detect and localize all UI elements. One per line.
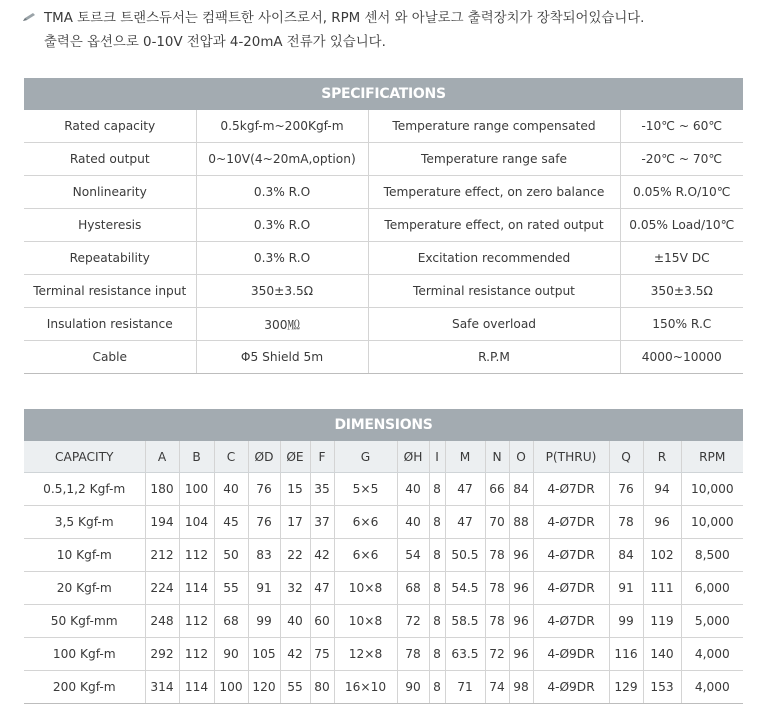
dimension-cell: 112 bbox=[179, 605, 214, 638]
dimension-cell: 8,500 bbox=[681, 539, 743, 572]
dimension-cell: 78 bbox=[609, 506, 643, 539]
intro-line-2 bbox=[22, 28, 762, 52]
spec-value: 350±3.5Ω bbox=[196, 275, 368, 308]
dimension-cell: 40 bbox=[397, 506, 429, 539]
spec-label: Excitation recommended bbox=[368, 242, 620, 275]
capacity-cell: 100 Kgf-m bbox=[24, 638, 145, 671]
dimension-cell: 120 bbox=[248, 671, 280, 704]
spec-value: 0~10V(4~20mA,option) bbox=[196, 143, 368, 176]
dimension-cell: 16×10 bbox=[334, 671, 397, 704]
dimension-cell: 55 bbox=[280, 671, 310, 704]
dimension-cell: 90 bbox=[397, 671, 429, 704]
spec-label: R.P.M bbox=[368, 341, 620, 374]
dimension-cell: 194 bbox=[145, 506, 179, 539]
dimension-cell: 8 bbox=[429, 638, 445, 671]
column-header: O bbox=[509, 441, 533, 473]
spec-value: 0.05% R.O/10℃ bbox=[620, 176, 743, 209]
dimension-cell: 72 bbox=[485, 638, 509, 671]
dimension-cell: 15 bbox=[280, 473, 310, 506]
dimension-cell: 32 bbox=[280, 572, 310, 605]
dimension-cell: 100 bbox=[179, 473, 214, 506]
dimension-cell: 40 bbox=[280, 605, 310, 638]
dimension-cell: 78 bbox=[485, 605, 509, 638]
dimension-cell: 72 bbox=[397, 605, 429, 638]
dimension-cell: 45 bbox=[214, 506, 248, 539]
dimension-cell: 84 bbox=[609, 539, 643, 572]
dimension-cell: 71 bbox=[445, 671, 485, 704]
dimension-cell: 314 bbox=[145, 671, 179, 704]
dimension-cell: 68 bbox=[214, 605, 248, 638]
dimension-cell: 111 bbox=[643, 572, 681, 605]
dimension-cell: 22 bbox=[280, 539, 310, 572]
capacity-cell: 200 Kgf-m bbox=[24, 671, 145, 704]
dimension-cell: 50.5 bbox=[445, 539, 485, 572]
dimension-cell: 292 bbox=[145, 638, 179, 671]
spec-label: Temperature range safe bbox=[368, 143, 620, 176]
table-row bbox=[24, 506, 743, 539]
column-header: G bbox=[334, 441, 397, 473]
dimension-cell: 8 bbox=[429, 473, 445, 506]
dimension-cell: 8 bbox=[429, 572, 445, 605]
dimension-cell: 100 bbox=[214, 671, 248, 704]
spec-label: Insulation resistance bbox=[24, 308, 196, 341]
spec-label: Safe overload bbox=[368, 308, 620, 341]
dimension-cell: 40 bbox=[214, 473, 248, 506]
dimension-cell: 17 bbox=[280, 506, 310, 539]
dimension-cell: 78 bbox=[485, 539, 509, 572]
dimension-cell: 75 bbox=[310, 638, 334, 671]
column-header: R bbox=[643, 441, 681, 473]
spec-row bbox=[24, 143, 743, 176]
dimension-cell: 6×6 bbox=[334, 506, 397, 539]
column-header: Q bbox=[609, 441, 643, 473]
column-header: CAPACITY bbox=[24, 441, 145, 473]
spec-row bbox=[24, 308, 743, 341]
spec-value: 300㏁ bbox=[196, 308, 368, 341]
dimension-cell: 4-Ø7DR bbox=[533, 473, 609, 506]
spec-value: 0.3% R.O bbox=[196, 209, 368, 242]
spec-label: Rated capacity bbox=[24, 110, 196, 143]
dimension-cell: 80 bbox=[310, 671, 334, 704]
dimension-cell: 55 bbox=[214, 572, 248, 605]
dimension-cell: 10×8 bbox=[334, 572, 397, 605]
dimensions-table bbox=[24, 409, 743, 704]
spec-value: -20℃ ~ 70℃ bbox=[620, 143, 743, 176]
intro-line-1-text: TMA 토르크 트랜스듀서는 컴팩트한 사이즈로서, RPM 센서 와 아날로그 출력장치가 장착되어있습니다. bbox=[44, 10, 645, 26]
dimension-cell: 54.5 bbox=[445, 572, 485, 605]
dimension-cell: 112 bbox=[179, 539, 214, 572]
dimension-cell: 6,000 bbox=[681, 572, 743, 605]
dimension-cell: 50 bbox=[214, 539, 248, 572]
dimension-cell: 99 bbox=[248, 605, 280, 638]
intro-line-2-text: 출력은 옵션으로 0-10V 전압과 4-20mA 전류가 있습니다. bbox=[44, 34, 386, 50]
table-row bbox=[24, 473, 743, 506]
capacity-cell: 10 Kgf-m bbox=[24, 539, 145, 572]
capacity-cell: 20 Kgf-m bbox=[24, 572, 145, 605]
dimension-cell: 35 bbox=[310, 473, 334, 506]
dimension-cell: 68 bbox=[397, 572, 429, 605]
dimensions-header-row bbox=[24, 441, 743, 473]
spec-label: Terminal resistance output bbox=[368, 275, 620, 308]
column-header: ØE bbox=[280, 441, 310, 473]
column-header: ØH bbox=[397, 441, 429, 473]
column-header: N bbox=[485, 441, 509, 473]
dimension-cell: 5×5 bbox=[334, 473, 397, 506]
specifications-title: SPECIFICATIONS bbox=[24, 78, 743, 110]
dimension-cell: 4-Ø7DR bbox=[533, 539, 609, 572]
spec-value: -10℃ ~ 60℃ bbox=[620, 110, 743, 143]
dimension-cell: 88 bbox=[509, 506, 533, 539]
spec-value: 0.3% R.O bbox=[196, 242, 368, 275]
spec-value: Φ5 Shield 5m bbox=[196, 341, 368, 374]
dimension-cell: 153 bbox=[643, 671, 681, 704]
spec-label: Nonlinearity bbox=[24, 176, 196, 209]
dimension-cell: 42 bbox=[280, 638, 310, 671]
dimension-cell: 96 bbox=[509, 605, 533, 638]
specifications-table bbox=[24, 78, 743, 374]
column-header: A bbox=[145, 441, 179, 473]
spec-row bbox=[24, 341, 743, 374]
dimension-cell: 74 bbox=[485, 671, 509, 704]
dimension-cell: 47 bbox=[310, 572, 334, 605]
dimension-cell: 78 bbox=[397, 638, 429, 671]
dimension-cell: 224 bbox=[145, 572, 179, 605]
spec-label: Cable bbox=[24, 341, 196, 374]
table-row bbox=[24, 539, 743, 572]
dimension-cell: 12×8 bbox=[334, 638, 397, 671]
dimension-cell: 47 bbox=[445, 473, 485, 506]
dimension-cell: 114 bbox=[179, 572, 214, 605]
dimension-cell: 4,000 bbox=[681, 671, 743, 704]
dimension-cell: 54 bbox=[397, 539, 429, 572]
dimensions-body bbox=[24, 441, 743, 704]
column-header: P(THRU) bbox=[533, 441, 609, 473]
dimension-cell: 76 bbox=[248, 473, 280, 506]
spec-row bbox=[24, 110, 743, 143]
spec-value: 0.3% R.O bbox=[196, 176, 368, 209]
dimension-cell: 114 bbox=[179, 671, 214, 704]
spec-label: Temperature effect, on rated output bbox=[368, 209, 620, 242]
dimension-cell: 105 bbox=[248, 638, 280, 671]
column-header: RPM bbox=[681, 441, 743, 473]
dimension-cell: 42 bbox=[310, 539, 334, 572]
dimension-cell: 96 bbox=[643, 506, 681, 539]
pencil-bullet-icon bbox=[22, 11, 36, 21]
dimension-cell: 4-Ø9DR bbox=[533, 638, 609, 671]
spec-row bbox=[24, 275, 743, 308]
intro-line-1 bbox=[22, 4, 762, 28]
dimension-cell: 248 bbox=[145, 605, 179, 638]
spec-value: 350±3.5Ω bbox=[620, 275, 743, 308]
capacity-cell: 3,5 Kgf-m bbox=[24, 506, 145, 539]
dimension-cell: 37 bbox=[310, 506, 334, 539]
spec-value: 4000~10000 bbox=[620, 341, 743, 374]
spec-label: Temperature range compensated bbox=[368, 110, 620, 143]
dimension-cell: 112 bbox=[179, 638, 214, 671]
dimension-cell: 6×6 bbox=[334, 539, 397, 572]
table-row bbox=[24, 638, 743, 671]
dimension-cell: 4-Ø7DR bbox=[533, 506, 609, 539]
dimension-cell: 104 bbox=[179, 506, 214, 539]
dimension-cell: 63.5 bbox=[445, 638, 485, 671]
table-row bbox=[24, 605, 743, 638]
dimension-cell: 96 bbox=[509, 638, 533, 671]
dimension-cell: 90 bbox=[214, 638, 248, 671]
specifications-body bbox=[24, 110, 743, 374]
column-header: M bbox=[445, 441, 485, 473]
dimension-cell: 5,000 bbox=[681, 605, 743, 638]
dimension-cell: 96 bbox=[509, 572, 533, 605]
dimension-cell: 116 bbox=[609, 638, 643, 671]
dimension-cell: 10,000 bbox=[681, 506, 743, 539]
dimension-cell: 96 bbox=[509, 539, 533, 572]
dimension-cell: 119 bbox=[643, 605, 681, 638]
dimension-cell: 66 bbox=[485, 473, 509, 506]
dimension-cell: 47 bbox=[445, 506, 485, 539]
dimension-cell: 212 bbox=[145, 539, 179, 572]
dimension-cell: 76 bbox=[609, 473, 643, 506]
dimension-cell: 8 bbox=[429, 671, 445, 704]
dimension-cell: 91 bbox=[248, 572, 280, 605]
dimension-cell: 180 bbox=[145, 473, 179, 506]
column-header: B bbox=[179, 441, 214, 473]
column-header: ØD bbox=[248, 441, 280, 473]
dimension-cell: 8 bbox=[429, 539, 445, 572]
dimension-cell: 102 bbox=[643, 539, 681, 572]
column-header: F bbox=[310, 441, 334, 473]
spec-row bbox=[24, 242, 743, 275]
dimension-cell: 91 bbox=[609, 572, 643, 605]
dimension-cell: 70 bbox=[485, 506, 509, 539]
dimension-cell: 4-Ø7DR bbox=[533, 572, 609, 605]
column-header: I bbox=[429, 441, 445, 473]
spec-value: ±15V DC bbox=[620, 242, 743, 275]
column-header: C bbox=[214, 441, 248, 473]
spec-row bbox=[24, 209, 743, 242]
dimension-cell: 76 bbox=[248, 506, 280, 539]
dimension-cell: 98 bbox=[509, 671, 533, 704]
dimension-cell: 83 bbox=[248, 539, 280, 572]
dimension-cell: 4-Ø7DR bbox=[533, 605, 609, 638]
dimension-cell: 10×8 bbox=[334, 605, 397, 638]
dimension-cell: 40 bbox=[397, 473, 429, 506]
spec-label: Hysteresis bbox=[24, 209, 196, 242]
spec-value: 150% R.C bbox=[620, 308, 743, 341]
spec-row bbox=[24, 176, 743, 209]
dimensions-title: DIMENSIONS bbox=[24, 409, 743, 441]
dimension-cell: 99 bbox=[609, 605, 643, 638]
dimension-cell: 4,000 bbox=[681, 638, 743, 671]
capacity-cell: 50 Kgf-mm bbox=[24, 605, 145, 638]
dimension-cell: 8 bbox=[429, 605, 445, 638]
spec-label: Rated output bbox=[24, 143, 196, 176]
capacity-cell: 0.5,1,2 Kgf-m bbox=[24, 473, 145, 506]
dimension-cell: 140 bbox=[643, 638, 681, 671]
spec-value: 0.5kgf-m~200Kgf-m bbox=[196, 110, 368, 143]
spec-label: Temperature effect, on zero balance bbox=[368, 176, 620, 209]
dimension-cell: 8 bbox=[429, 506, 445, 539]
table-row bbox=[24, 572, 743, 605]
dimension-cell: 58.5 bbox=[445, 605, 485, 638]
spec-value: 0.05% Load/10℃ bbox=[620, 209, 743, 242]
dimension-cell: 10,000 bbox=[681, 473, 743, 506]
dimension-cell: 60 bbox=[310, 605, 334, 638]
dimension-cell: 129 bbox=[609, 671, 643, 704]
spec-label: Repeatability bbox=[24, 242, 196, 275]
dimension-cell: 84 bbox=[509, 473, 533, 506]
dimension-cell: 78 bbox=[485, 572, 509, 605]
table-row bbox=[24, 671, 743, 704]
dimension-cell: 94 bbox=[643, 473, 681, 506]
spec-label: Terminal resistance input bbox=[24, 275, 196, 308]
intro-text bbox=[22, 4, 762, 52]
dimension-cell: 4-Ø9DR bbox=[533, 671, 609, 704]
